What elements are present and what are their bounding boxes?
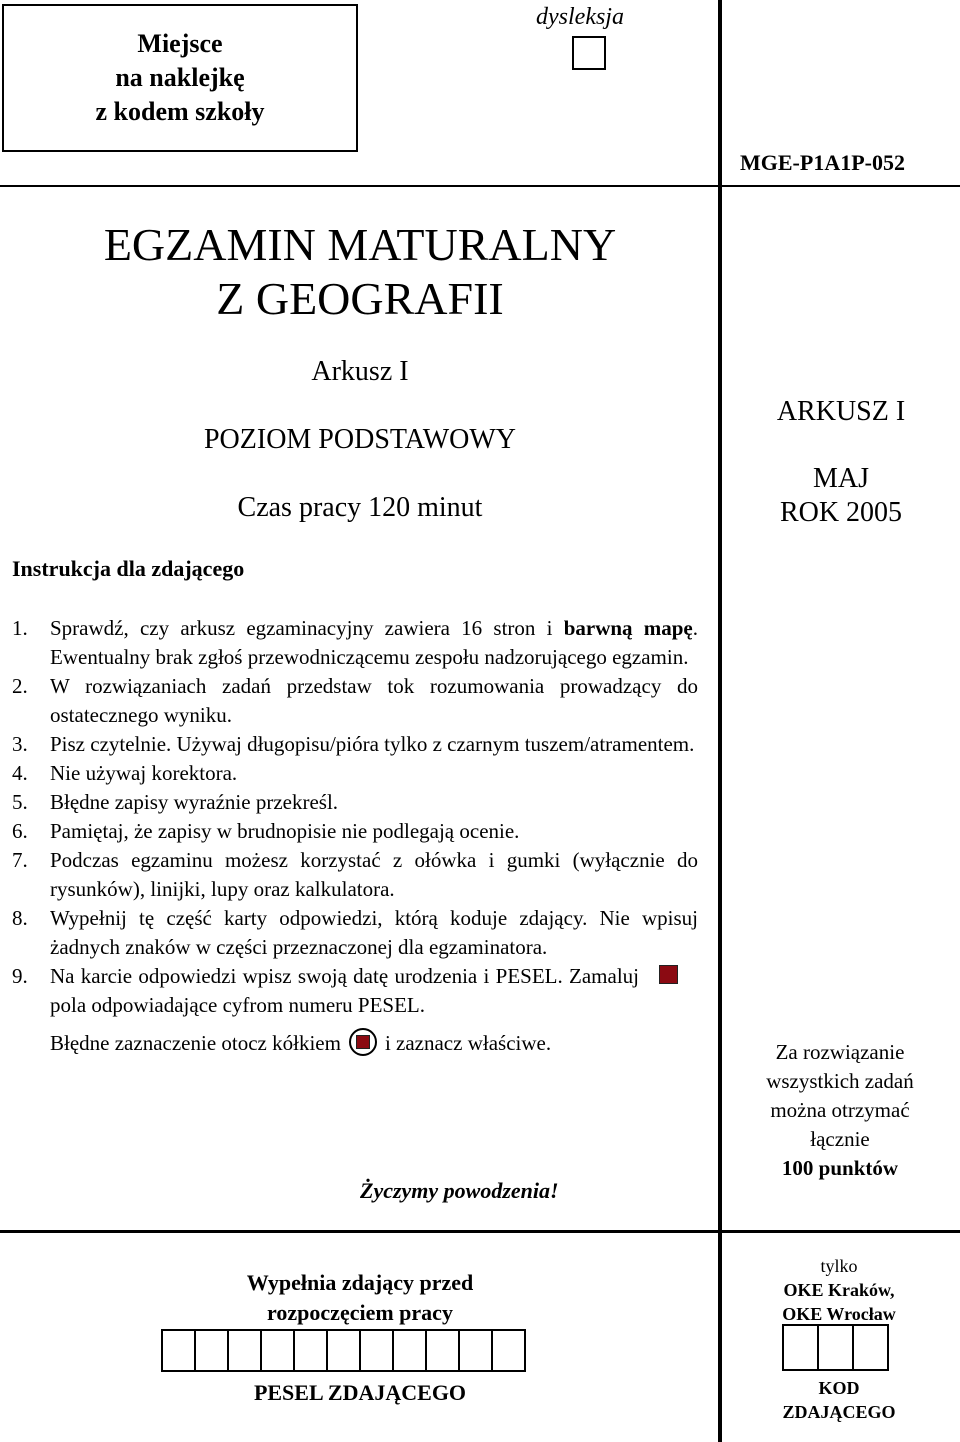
candidate-code-label [736,1376,942,1424]
kod-label-line-2: ZDAJĄCEGO [782,1402,896,1422]
pesel-digit-box[interactable] [260,1329,295,1372]
instruction-number: 6. [12,819,28,843]
instruction-text: W rozwiązaniach zadań przedstaw tok rozumowania prowadzący do ostatecznego wyniku. [50,674,698,727]
pesel-digit-box[interactable] [293,1329,328,1372]
pesel-digit-box[interactable] [425,1329,460,1372]
top-divider [0,185,960,187]
side-sheet-label: ARKUSZ I [776,396,906,427]
instruction-text: Pamiętaj, że zapisy w brudnopisie nie podlegają ocenie. [50,819,520,843]
pesel-digit-box[interactable] [227,1329,262,1372]
candidate-code-boxes [784,1324,889,1371]
school-sticker-box [2,4,358,152]
side-date [722,462,960,530]
instruction-text [50,614,698,672]
exam-title-line-2: Z GEOGRAFII [216,273,504,324]
instruction-text-part: i zaznacz właściwe. [384,1031,552,1055]
instruction-number: 7. [12,848,28,872]
instruction-bold-part: barwną mapę [563,616,693,640]
pesel-digit-box[interactable] [359,1329,394,1372]
sticker-line-3: z kodem szkoły [95,97,265,126]
circled-square-icon [349,1028,377,1056]
pesel-input-boxes [163,1329,526,1372]
points-line-2: wszystkich zadań [766,1069,914,1093]
pesel-digit-box[interactable] [161,1329,196,1372]
instruction-text [50,962,698,1058]
pesel-label: PESEL ZDAJĄCEGO [253,1380,467,1405]
instruction-text: Wypełnij tę część karty odpowiedzi, którą koduje zdający. Nie wpisuj żadnych znaków w części przeznaczonej dla egzaminatora. [50,906,698,959]
filled-square-icon [659,965,678,984]
instruction-item [12,788,698,817]
exam-title [40,218,680,326]
points-info [722,1038,958,1183]
instruction-text-part: Sprawdź, czy arkusz egzaminacyjny zawiera 16 stron i [50,616,564,640]
pesel-heading-line-1: Wypełnia zdający przed [246,1270,474,1295]
level-label: POZIOM PODSTAWOWY [203,424,517,455]
instruction-item [12,730,698,759]
points-line-1: Za rozwiązanie [775,1040,905,1064]
instruction-item [12,962,698,1058]
instruction-item [12,614,698,672]
code-digit-box[interactable] [852,1324,889,1371]
sheet-label: Arkusz I [311,356,409,387]
exam-title-line-1: EGZAMIN MATURALNY [103,219,617,270]
instruction-text-part: Na karcie odpowiedzi wpisz swoją datę urodzenia i PESEL. Zamaluj [50,964,639,988]
instructions-heading: Instrukcja dla zdającego [12,556,245,581]
pesel-heading [200,1268,520,1328]
dyslexia-label: dysleksja [536,4,624,30]
pesel-heading-line-2: rozpoczęciem pracy [267,1300,453,1325]
pesel-digit-box[interactable] [392,1329,427,1372]
time-label: Czas pracy 120 minut [237,492,483,523]
sticker-line-1: Miejsce [137,29,223,58]
instruction-item [12,846,698,904]
bottom-divider [0,1230,960,1233]
code-digit-box[interactable] [782,1324,819,1371]
instruction-text: Nie używaj korektora. [50,761,238,785]
instruction-item [12,672,698,730]
instruction-text: Pisz czytelnie. Używaj długopisu/pióra tylko z czarnym tuszem/atramentem. [50,732,695,756]
instruction-text-part: Błędne zaznaczenie otocz kółkiem [50,1031,341,1055]
instruction-number: 9. [12,964,28,988]
code-digit-box[interactable] [817,1324,854,1371]
pesel-digit-box[interactable] [491,1329,526,1372]
points-total: 100 punktów [781,1156,899,1180]
instruction-number: 8. [12,906,28,930]
instruction-number: 2. [12,674,28,698]
pesel-digit-box[interactable] [458,1329,493,1372]
instruction-number: 5. [12,790,28,814]
instruction-item [12,904,698,962]
oke-line-3: OKE Wrocław [782,1304,896,1324]
instruction-item [12,817,698,846]
side-year: ROK 2005 [779,497,903,528]
instruction-number: 1. [12,616,28,640]
instruction-number: 4. [12,761,28,785]
instruction-text: Błędne zapisy wyraźnie przekreśl. [50,790,339,814]
oke-heading [736,1254,942,1326]
sticker-line-2: na naklejkę [115,63,245,92]
good-luck-text: Życzymy powodzenia! [360,1178,559,1203]
instruction-text: Podczas egzaminu możesz korzystać z ołówka i gumki (wyłącznie do rysunków), linijki, lupy oraz kalkulatora. [50,848,698,901]
vertical-divider [718,0,722,1442]
points-line-4: łącznie [810,1127,870,1151]
instructions-list [12,614,698,1058]
dyslexia-checkbox[interactable] [572,36,606,70]
pesel-digit-box[interactable] [326,1329,361,1372]
oke-line-2: OKE Kraków, [783,1280,895,1300]
instruction-item [12,759,698,788]
instruction-text-part: pola odpowiadające cyfrom numeru PESEL. [50,993,425,1017]
oke-line-1: tylko [820,1256,858,1276]
instruction-subline [50,1028,698,1058]
pesel-digit-box[interactable] [194,1329,229,1372]
instruction-text-part: . Ewentualny brak zgłoś przewodniczącemu zespołu nadzorującego egzamin. [50,616,698,669]
side-month: MAJ [812,463,869,494]
points-line-3: można otrzymać [770,1098,910,1122]
kod-label-line-1: KOD [818,1378,860,1398]
instruction-number: 3. [12,732,28,756]
exam-code: MGE-P1A1P-052 [740,150,905,175]
